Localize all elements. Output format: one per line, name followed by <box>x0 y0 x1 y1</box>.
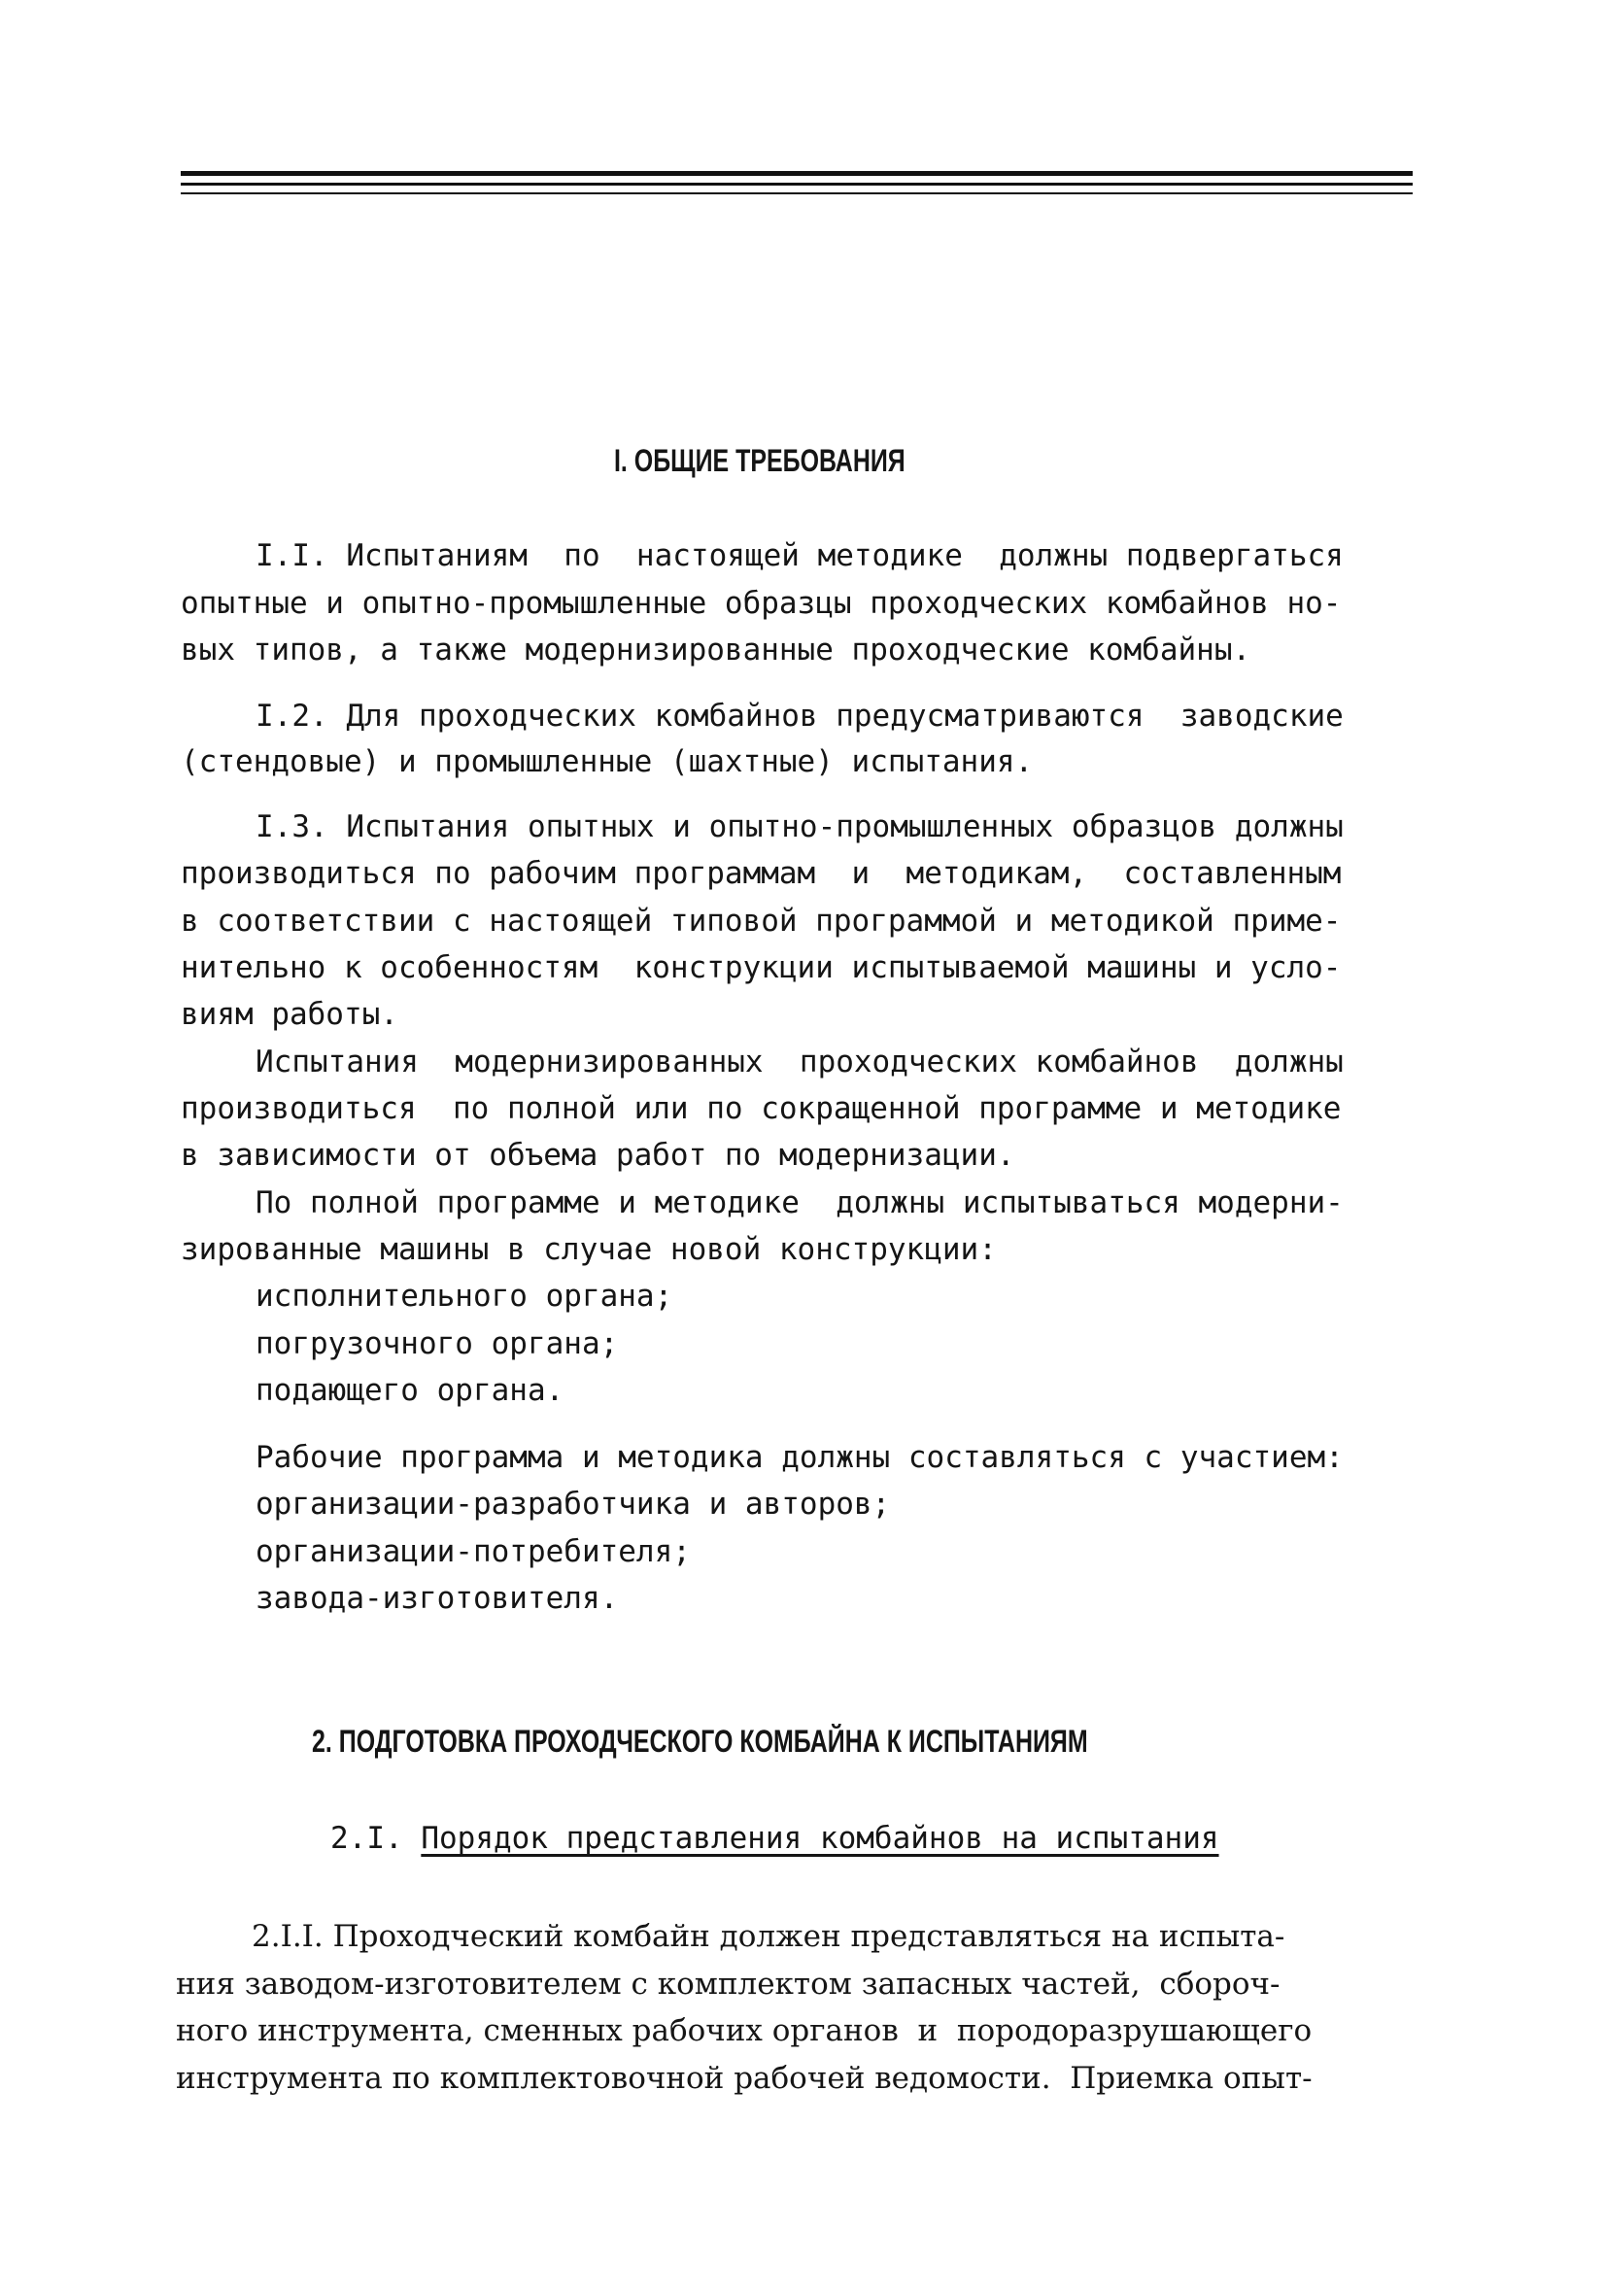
list-item: организации-разработчика и авторов; <box>256 1487 891 1522</box>
header-rule-thin <box>181 192 1413 194</box>
paragraph-line: ного инструмента, сменных рабочих органов и породоразрушающего <box>176 2013 1313 2048</box>
list-item: организации-потребителя; <box>256 1534 691 1569</box>
list-item: погрузочного органа; <box>256 1326 619 1361</box>
paragraph-line: I.2. Для проходческих комбайнов предусматриваются заводские <box>256 699 1344 734</box>
subsection-title: Порядок представления комбайнов на испытания <box>421 1821 1219 1856</box>
subsection-heading <box>330 1819 1219 1858</box>
paragraph-line: I.3. Испытания опытных и опытно-промышленных образцов должны <box>256 809 1344 844</box>
paragraph-line: производиться по рабочим программам и методикам, составленным <box>181 856 1342 891</box>
paragraph-line: 2.I.I. Проходческий комбайн должен представляться на испыта- <box>252 1919 1285 1954</box>
paragraph-line: нительно к особенностям конструкции испытываемой машины и усло- <box>181 950 1342 985</box>
paragraph-line: зированные машины в случае новой конструкции: <box>181 1232 997 1267</box>
paragraph-line: производиться по полной или по сокращенной программе и методике <box>181 1091 1342 1126</box>
section-2-heading: 2. ПОДГОТОВКА ПРОХОДЧЕСКОГО КОМБАЙНА К ИСПЫТАНИЯМ <box>312 1724 1088 1759</box>
header-rule-medium <box>181 183 1413 186</box>
list-item: подающего органа. <box>256 1373 564 1408</box>
section-1-heading: I. ОБЩИЕ ТРЕБОВАНИЯ <box>614 443 906 478</box>
paragraph-line: вых типов, а также модернизированные проходческие комбайны. <box>181 633 1251 668</box>
subsection-number: 2.I. <box>330 1821 403 1856</box>
list-item: завода-изготовителя. <box>256 1581 619 1616</box>
paragraph-line: Испытания модернизированных проходческих комбайнов должны <box>256 1045 1344 1079</box>
paragraph-line: По полной программе и методике должны испытываться модерни- <box>256 1185 1344 1220</box>
paragraph-line: (стендовые) и промышленные (шахтные) испытания. <box>181 744 1034 779</box>
header-rule-thick <box>181 171 1413 176</box>
paragraph-line: инструмента по комплектовочной рабочей ведомости. Приемка опыт- <box>176 2061 1313 2096</box>
paragraph-line: в соответствии с настоящей типовой программой и методикой приме- <box>181 904 1342 939</box>
paragraph-line: опытные и опытно-промышленные образцы проходческих комбайнов но- <box>181 586 1342 621</box>
paragraph-line: в зависимости от объема работ по модернизации. <box>181 1138 1015 1173</box>
paragraph-line: I.I. Испытаниям по настоящей методике должны подвергаться <box>256 538 1344 573</box>
paragraph-line: Рабочие программа и методика должны составляться с участием: <box>256 1440 1344 1475</box>
paragraph-line: ния заводом-изготовителем с комплектом запасных частей, сбороч- <box>176 1967 1281 2002</box>
paragraph-line: виям работы. <box>181 997 398 1032</box>
list-item: исполнительного органа; <box>256 1279 673 1314</box>
